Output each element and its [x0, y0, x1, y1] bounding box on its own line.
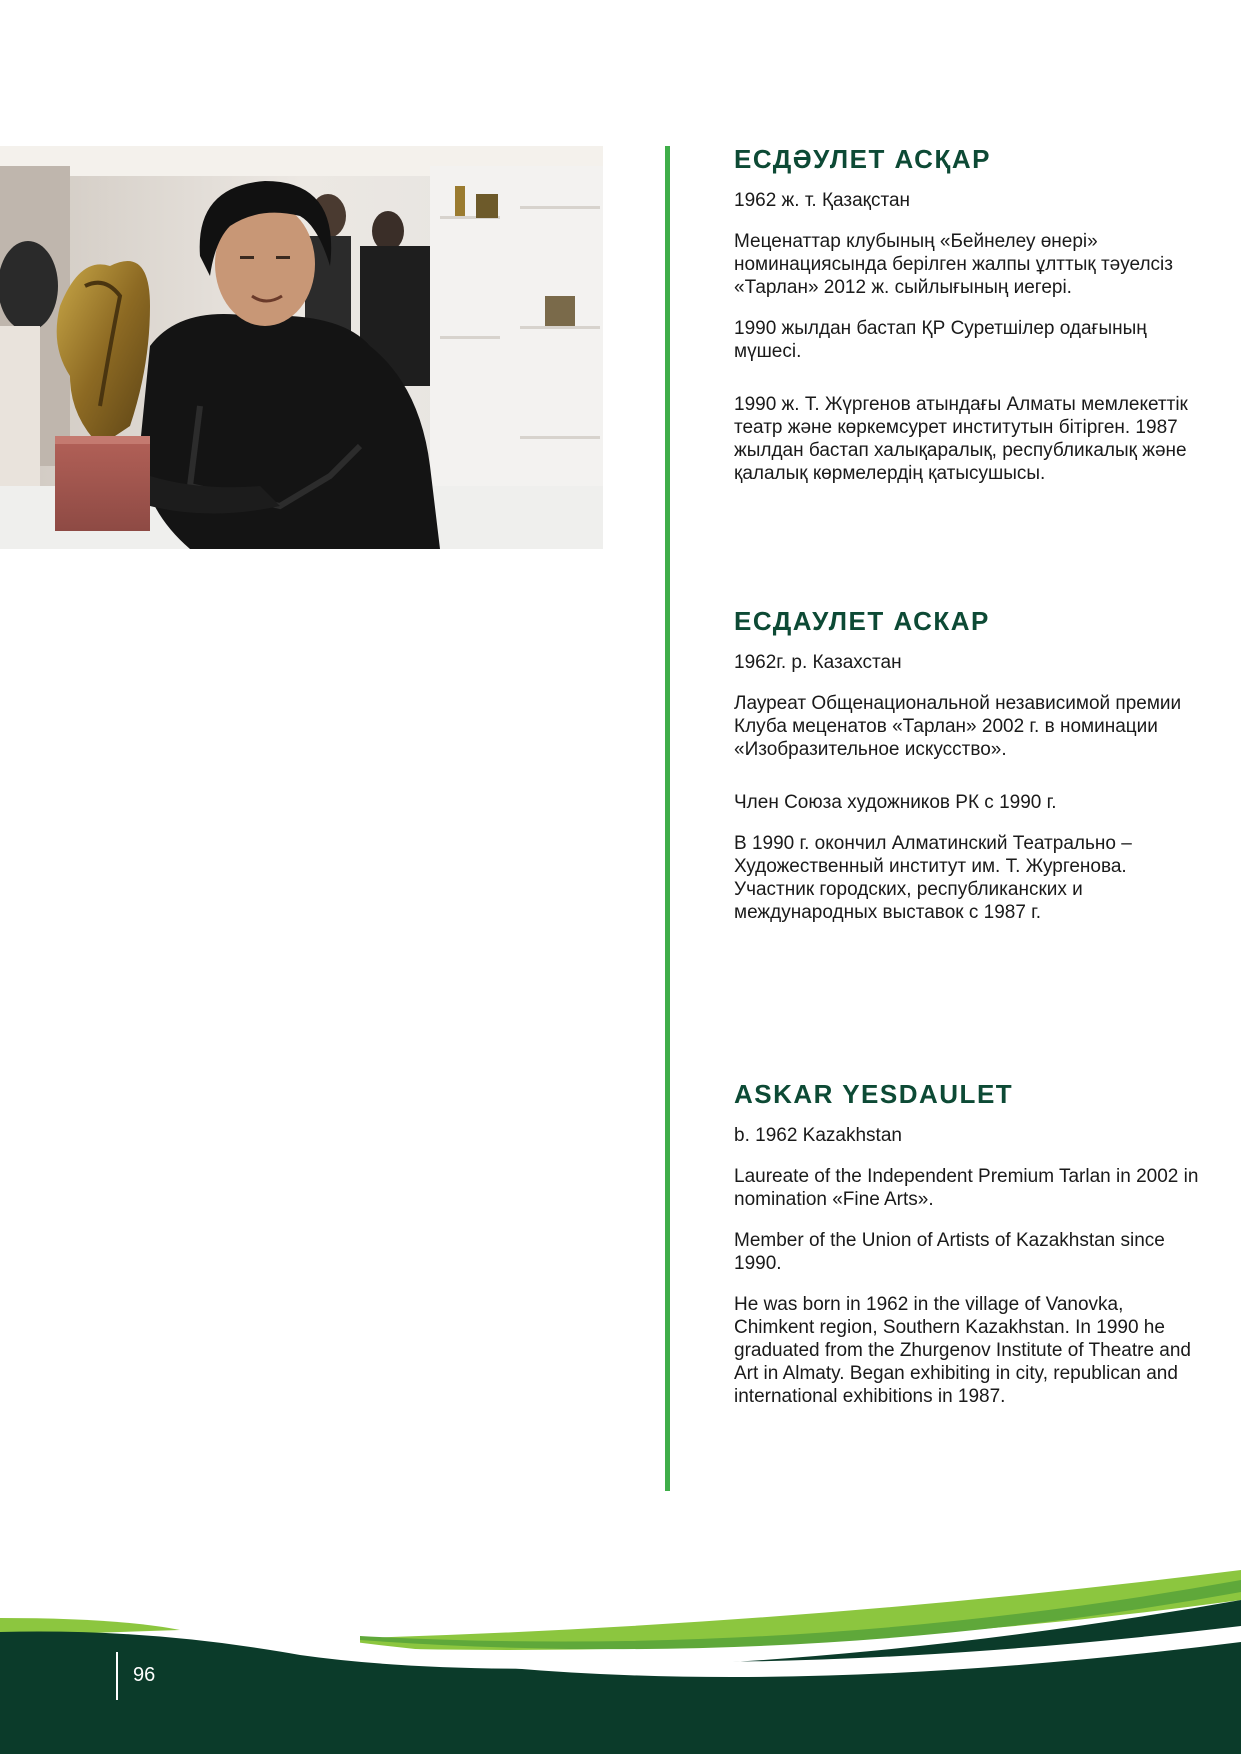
birth-info-russian: 1962г. р. Казахстан	[734, 652, 902, 673]
artist-photo	[0, 146, 603, 549]
birth-info-kazakh: 1962 ж. т. Қазақстан	[734, 190, 911, 211]
page-number: 96	[133, 1664, 156, 1686]
artist-name-russian: ЕСДАУЛЕТ АСКАР	[734, 606, 990, 636]
vertical-divider	[665, 146, 670, 1491]
kazakh-section	[734, 144, 1204, 503]
award-paragraph-russian: Лауреат Общенациональной независимой премии Клуба меценатов «Тарлан» 2002 г. в номинации «Изобразительное искусство».	[734, 693, 1182, 760]
english-section	[734, 1079, 1204, 1426]
education-paragraph-russian: В 1990 г. окончил Алматинский Театрально – Художественный институт им. Т. Жургенова. Участник городских, республиканских и международных выставок с 1987 г.	[734, 833, 1132, 923]
birth-info-english: b. 1962 Kazakhstan	[734, 1125, 902, 1146]
page-number-divider	[116, 1652, 118, 1700]
membership-paragraph-russian: Член Союза художников РК с 1990 г.	[734, 792, 1057, 813]
russian-section	[734, 606, 1204, 942]
education-paragraph-kazakh: 1990 ж. Т. Жүргенов атындағы Алматы мемлекеттік театр және көркемсурет институтын бітірген. 1987 жылдан бастап халықаралық, республикалық және қалалық көрмелердің қатысушысы.	[734, 394, 1188, 484]
membership-paragraph-english: Member of the Union of Artists of Kazakhstan since 1990.	[734, 1230, 1165, 1274]
award-paragraph-kazakh: Меценаттар клубының «Бейнелеу өнері» номинациясында берілген жалпы ұлттық тәуелсіз «Тарлан» 2012 ж. сыйлығының иегері.	[734, 231, 1173, 298]
footer-wave-decoration	[0, 1540, 1241, 1754]
membership-paragraph-kazakh: 1990 жылдан бастап ҚР Суретшілер одағының мүшесі.	[734, 318, 1147, 362]
artist-name-english: ASKAR YESDAULET	[734, 1079, 1014, 1109]
biography-paragraph-english: He was born in 1962 in the village of Vanovka, Chimkent region, Southern Kazakhstan. In 1990 he graduated from the Zhurgenov Institute of Theatre and Art in Almaty. Began exhibiting in city, republican and international exhibitions in 1987.	[734, 1294, 1191, 1407]
award-paragraph-english: Laureate of the Independent Premium Tarlan in 2002 in nomination «Fine Arts».	[734, 1166, 1199, 1210]
artist-name-kazakh: ЕСДӘУЛЕТ АСҚАР	[734, 144, 991, 174]
